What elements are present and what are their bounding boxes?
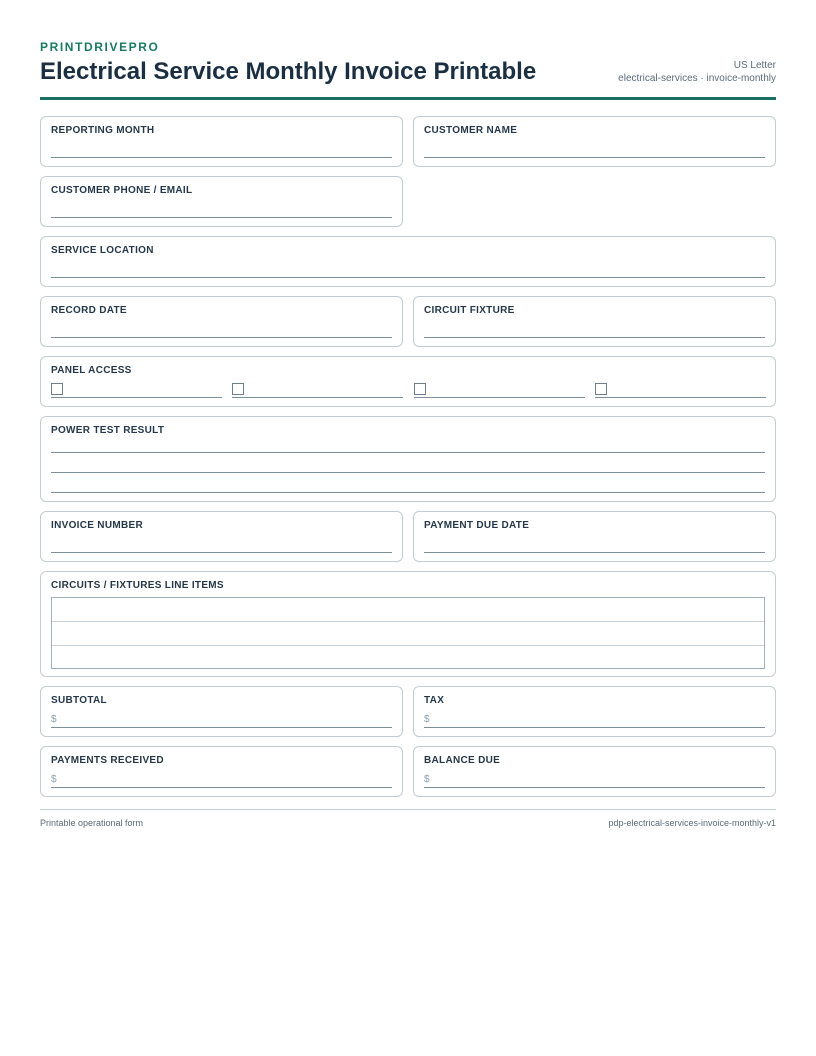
line-items-box <box>40 571 776 677</box>
customer-name-box <box>413 116 776 167</box>
balance-due-field[interactable] <box>424 787 765 788</box>
currency-symbol: $ <box>51 714 57 725</box>
panel-access-option-line[interactable] <box>51 397 222 398</box>
balance-due-label: BALANCE DUE <box>424 755 501 766</box>
tax-field[interactable] <box>424 727 765 728</box>
tax-label: TAX <box>424 695 445 706</box>
payments-received-label: PAYMENTS RECEIVED <box>51 755 164 766</box>
footer-left-text: Printable operational form <box>40 818 144 828</box>
document-meta <box>618 59 776 85</box>
table-row-divider <box>52 621 764 622</box>
panel-access-label: PANEL ACCESS <box>51 365 132 376</box>
currency-symbol: $ <box>424 774 430 785</box>
panel-access-option-line[interactable] <box>232 397 403 398</box>
customer-contact-label: CUSTOMER PHONE / EMAIL <box>51 185 193 196</box>
customer-name-label: CUSTOMER NAME <box>424 125 518 136</box>
table-row-divider <box>52 645 764 646</box>
customer-name-field[interactable] <box>424 157 765 158</box>
payment-due-date-field[interactable] <box>424 552 765 553</box>
reporting-month-label: REPORTING MONTH <box>51 125 155 136</box>
line-items-table <box>51 597 765 669</box>
currency-symbol: $ <box>424 714 430 725</box>
line-items-label: CIRCUITS / FIXTURES LINE ITEMS <box>51 580 224 591</box>
page-title: Electrical Service Monthly Invoice Printable <box>40 58 537 85</box>
reporting-month-box <box>40 116 403 167</box>
invoice-number-label: INVOICE NUMBER <box>51 520 143 531</box>
payment-due-date-box <box>413 511 776 562</box>
panel-access-checkbox[interactable] <box>595 383 607 395</box>
footer-right-text: pdp-electrical-services-invoice-monthly-v1 <box>608 818 776 828</box>
panel-access-box <box>40 356 776 407</box>
power-test-result-label: POWER TEST RESULT <box>51 425 165 436</box>
paper-size: US Letter <box>733 60 776 71</box>
panel-access-option-line[interactable] <box>414 397 585 398</box>
customer-contact-field[interactable] <box>51 217 392 218</box>
payments-received-field[interactable] <box>51 787 392 788</box>
circuit-fixture-box <box>413 296 776 347</box>
header-rule <box>40 97 776 100</box>
record-date-label: RECORD DATE <box>51 305 127 316</box>
service-location-label: SERVICE LOCATION <box>51 245 154 256</box>
record-date-box <box>40 296 403 347</box>
invoice-number-box <box>40 511 403 562</box>
subtotal-label: SUBTOTAL <box>51 695 107 706</box>
invoice-number-field[interactable] <box>51 552 392 553</box>
document-tags: electrical-services · invoice-monthly <box>618 73 776 84</box>
power-test-result-line[interactable] <box>51 492 765 493</box>
payment-due-date-label: PAYMENT DUE DATE <box>424 520 530 531</box>
power-test-result-line[interactable] <box>51 472 765 473</box>
customer-contact-box <box>40 176 403 227</box>
circuit-fixture-label: CIRCUIT FIXTURE <box>424 305 515 316</box>
currency-symbol: $ <box>51 774 57 785</box>
panel-access-checkbox[interactable] <box>414 383 426 395</box>
subtotal-field[interactable] <box>51 727 392 728</box>
subtotal-box <box>40 686 403 737</box>
service-location-field[interactable] <box>51 277 765 278</box>
payments-received-box <box>40 746 403 797</box>
circuit-fixture-field[interactable] <box>424 337 765 338</box>
footer-rule <box>40 809 776 810</box>
power-test-result-line[interactable] <box>51 452 765 453</box>
balance-due-box <box>413 746 776 797</box>
brand-name: PRINTDRIVEPRO <box>40 40 160 54</box>
reporting-month-field[interactable] <box>51 157 392 158</box>
panel-access-checkbox[interactable] <box>51 383 63 395</box>
panel-access-checkbox[interactable] <box>232 383 244 395</box>
panel-access-option-line[interactable] <box>595 397 766 398</box>
tax-box <box>413 686 776 737</box>
power-test-result-box <box>40 416 776 502</box>
service-location-box <box>40 236 776 287</box>
record-date-field[interactable] <box>51 337 392 338</box>
